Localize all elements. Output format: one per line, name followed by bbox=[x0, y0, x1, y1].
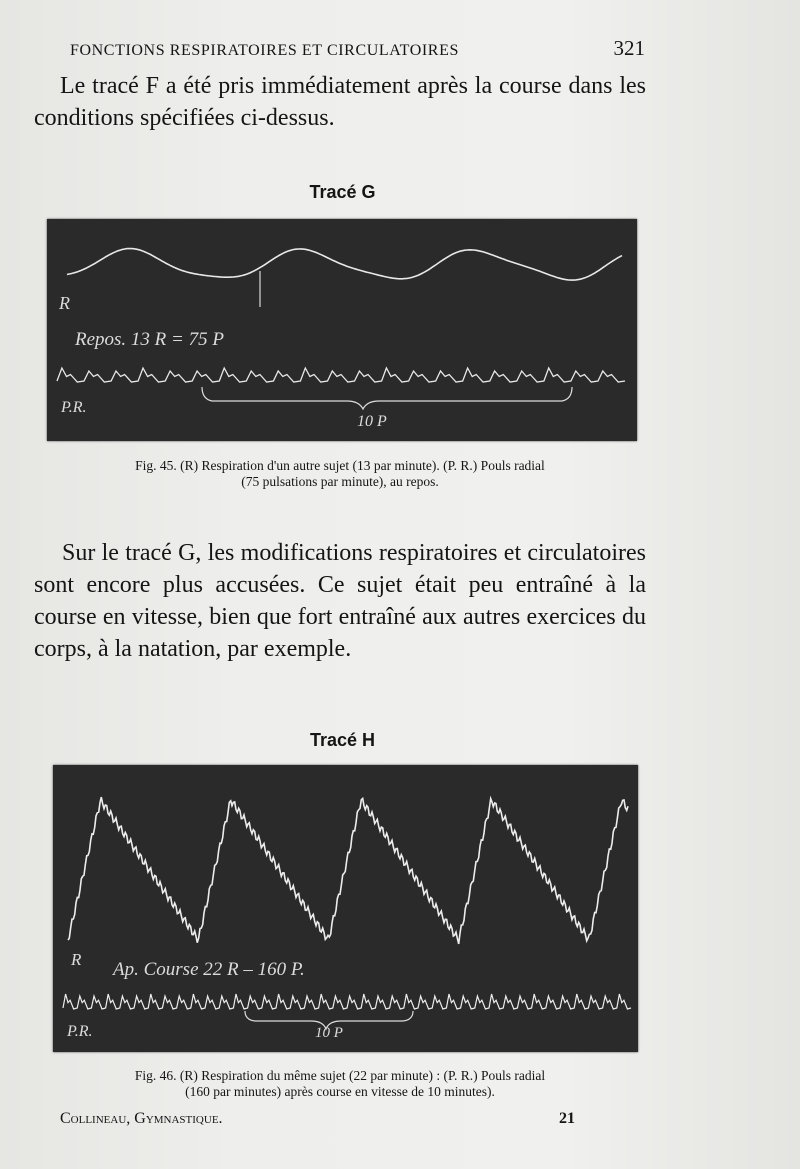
paragraph-2: Sur le tracé G, les modifications respiratoires et circulatoires sont encore plus accusées. Ce sujet était peu entraîné à la course en vitesse, bien que fort entraîné aux autres exercices du corps, à la natation, par exemple. bbox=[34, 540, 646, 662]
trace-h-caption-line-1: Fig. 46. (R) Respiration du même sujet (22 par minute) : (P. R.) Pouls radial bbox=[134, 1068, 546, 1083]
trace-g-pulse-line bbox=[57, 368, 625, 382]
trace-g-caption bbox=[34, 458, 646, 490]
trace-h-caption-line-2: (160 par minutes) après course en vitesse de 10 minutes). bbox=[185, 1084, 495, 1099]
paragraph-1: Le tracé F a été pris immédiatement après la course dans les conditions spécifiées ci-dessus. bbox=[34, 73, 646, 131]
trace-g-heading: Tracé G bbox=[309, 182, 376, 202]
page-number: 321 bbox=[613, 36, 645, 60]
trace-h-heading: Tracé H bbox=[309, 730, 376, 750]
signature-mark: 21 bbox=[559, 1110, 575, 1127]
trace-h-label-pr: P.R. bbox=[67, 1023, 93, 1040]
running-title: FONCTIONS RESPIRATOIRES ET CIRCULATOIRES bbox=[70, 42, 459, 59]
trace-h-label-r: R bbox=[71, 950, 82, 969]
trace-h-caption bbox=[34, 1068, 646, 1100]
trace-g-bracket bbox=[202, 387, 572, 409]
footer-author: Collineau, Gymnastique. bbox=[60, 1110, 223, 1127]
trace-g-figure bbox=[47, 219, 637, 441]
trace-g-respiration-line bbox=[67, 249, 622, 281]
trace-g-label-10p: 10 P bbox=[357, 413, 387, 430]
trace-g-caption-line-1: Fig. 45. (R) Respiration d'un autre sujet (13 par minute). (P. R.) Pouls radial bbox=[135, 458, 545, 473]
trace-g-caption-line-2: (75 pulsations par minute), au repos. bbox=[241, 474, 439, 489]
trace-h-figure bbox=[53, 765, 638, 1052]
running-head bbox=[70, 36, 645, 61]
trace-h-svg bbox=[53, 765, 638, 1052]
trace-g-label-r: R bbox=[59, 293, 70, 313]
trace-g-label-condition: Repos. 13 R = 75 P bbox=[75, 329, 224, 350]
trace-h-pulse-line bbox=[63, 994, 631, 1009]
trace-g-label-pr: P.R. bbox=[61, 399, 87, 416]
trace-h-label-condition: Ap. Course 22 R – 160 P. bbox=[113, 959, 305, 980]
trace-h-respiration-line bbox=[68, 797, 628, 944]
trace-h-label-10p: 10 P bbox=[315, 1025, 343, 1041]
page-footer bbox=[60, 1110, 575, 1128]
